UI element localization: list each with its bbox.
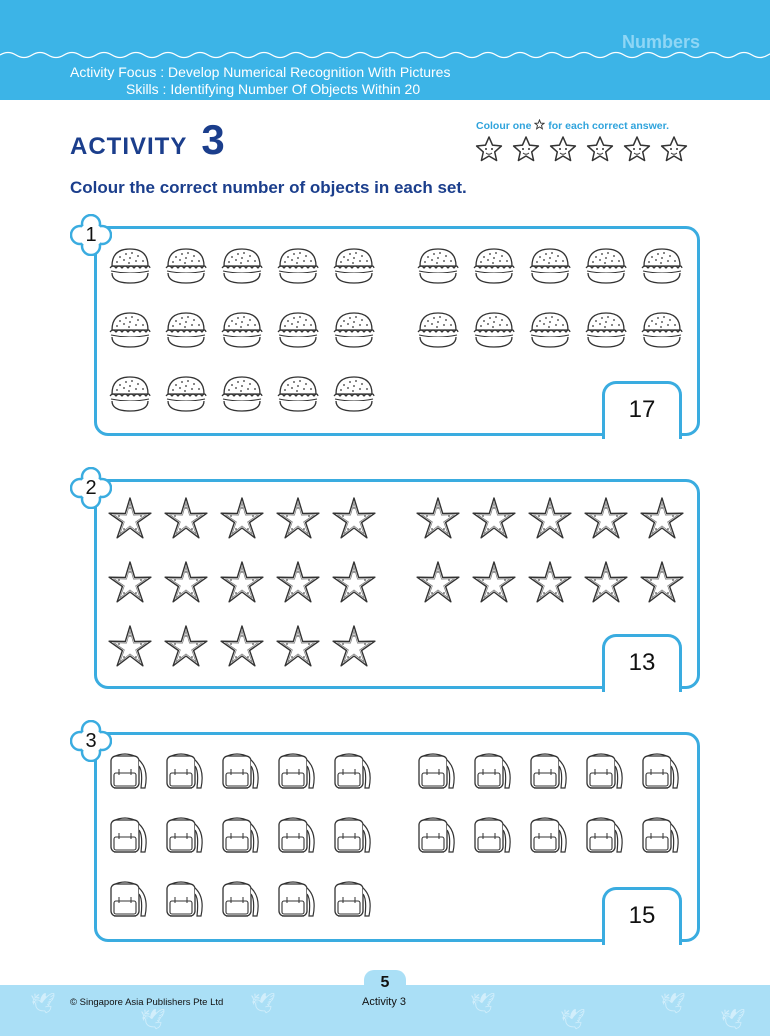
burger-icon[interactable] (581, 307, 631, 353)
starfish-icon[interactable] (469, 496, 519, 542)
burger-icon[interactable] (161, 243, 211, 289)
starfish-icon[interactable] (161, 496, 211, 542)
backpack-icon[interactable] (329, 877, 379, 923)
backpack-icon[interactable] (217, 813, 267, 859)
burger-icon[interactable] (469, 307, 519, 353)
activity-number: 3 (201, 116, 225, 163)
starfish-icon[interactable] (105, 496, 155, 542)
bird-icon: 🕊 (720, 1007, 746, 1031)
burger-icon[interactable] (273, 371, 323, 417)
starfish-icon[interactable] (413, 560, 463, 606)
rating-prefix: Colour one (476, 120, 532, 132)
starfish-icon[interactable] (329, 496, 379, 542)
activity-heading (70, 116, 225, 164)
activity-word: ACTIVITY (70, 133, 188, 160)
answer-box: 13 (602, 634, 682, 692)
starfish-icon[interactable] (217, 624, 267, 670)
starfish-icon[interactable] (161, 560, 211, 606)
backpack-icon[interactable] (161, 749, 211, 795)
burger-icon[interactable] (217, 243, 267, 289)
starfish-icon[interactable] (105, 624, 155, 670)
bird-icon: 🕊 (660, 991, 686, 1015)
set-number-badge (70, 467, 112, 509)
starfish-icon[interactable] (105, 560, 155, 606)
starfish-icon[interactable] (413, 496, 463, 542)
bird-icon: 🕊 (140, 1007, 166, 1031)
burger-icon[interactable] (581, 243, 631, 289)
burger-icon[interactable] (637, 307, 687, 353)
rating-star-icon[interactable] (585, 134, 615, 164)
starfish-icon[interactable] (329, 624, 379, 670)
page-number: 5 (364, 970, 406, 994)
backpack-icon[interactable] (105, 749, 155, 795)
backpack-icon[interactable] (105, 877, 155, 923)
backpack-icon[interactable] (105, 813, 155, 859)
burger-icon[interactable] (329, 307, 379, 353)
set-number: 3 (85, 730, 97, 752)
backpack-icon[interactable] (525, 749, 575, 795)
burger-icon[interactable] (273, 243, 323, 289)
footer-activity-label: Activity 3 (362, 996, 407, 1008)
set-number-badge (70, 214, 112, 256)
starfish-icon[interactable] (217, 560, 267, 606)
starfish-icon[interactable] (581, 496, 631, 542)
burger-icon[interactable] (161, 371, 211, 417)
burger-icon[interactable] (413, 307, 463, 353)
starfish-icon[interactable] (637, 560, 687, 606)
backpack-icon[interactable] (637, 813, 687, 859)
starfish-icon[interactable] (581, 560, 631, 606)
bird-icon: 🕊 (30, 991, 56, 1015)
starfish-icon[interactable] (273, 496, 323, 542)
burger-icon[interactable] (413, 243, 463, 289)
section-title: Numbers (621, 32, 700, 52)
burger-icon[interactable] (329, 371, 379, 417)
set-number: 2 (85, 477, 97, 499)
starfish-icon[interactable] (525, 560, 575, 606)
answer-box: 17 (602, 381, 682, 439)
starfish-icon[interactable] (329, 560, 379, 606)
burger-icon[interactable] (105, 307, 155, 353)
backpack-icon[interactable] (469, 813, 519, 859)
starfish-icon[interactable] (273, 560, 323, 606)
backpack-icon[interactable] (581, 813, 631, 859)
activity-focus (70, 64, 450, 98)
bird-icon: 🕊 (470, 991, 496, 1015)
burger-icon[interactable] (105, 243, 155, 289)
burger-icon[interactable] (525, 307, 575, 353)
set-number-badge (70, 720, 112, 762)
skills-line: Skills : Identifying Number Of Objects Within 20 (126, 81, 421, 97)
answer-box: 15 (602, 887, 682, 945)
rating-star-icon[interactable] (548, 134, 578, 164)
starfish-icon[interactable] (273, 624, 323, 670)
backpack-icon[interactable] (413, 749, 463, 795)
burger-icon[interactable] (161, 307, 211, 353)
rating-star-icon[interactable] (474, 134, 504, 164)
rating-stars (474, 134, 696, 169)
backpack-icon[interactable] (217, 877, 267, 923)
rating-instruction (476, 119, 669, 132)
burger-icon[interactable] (469, 243, 519, 289)
rating-star-icon[interactable] (622, 134, 652, 164)
backpack-icon[interactable] (329, 749, 379, 795)
rating-star-icon[interactable] (659, 134, 689, 164)
burger-icon[interactable] (105, 371, 155, 417)
burger-icon[interactable] (217, 371, 267, 417)
burger-icon[interactable] (273, 307, 323, 353)
starfish-icon[interactable] (469, 560, 519, 606)
set-number: 1 (85, 224, 97, 246)
starfish-icon[interactable] (217, 496, 267, 542)
burger-icon[interactable] (525, 243, 575, 289)
backpack-icon[interactable] (273, 749, 323, 795)
backpack-icon[interactable] (217, 749, 267, 795)
backpack-icon[interactable] (329, 813, 379, 859)
copyright-text: © Singapore Asia Publishers Pte Ltd (70, 997, 224, 1008)
starfish-icon[interactable] (161, 624, 211, 670)
bird-icon: 🕊 (250, 991, 276, 1015)
page-header (0, 0, 770, 100)
bird-icon: 🕊 (560, 1007, 586, 1031)
burger-icon[interactable] (217, 307, 267, 353)
rating-suffix: for each correct answer. (548, 120, 670, 132)
backpack-icon[interactable] (161, 877, 211, 923)
set-frame (94, 732, 700, 942)
instruction-text: Colour the correct number of objects in each set. (70, 178, 467, 197)
starfish-icon[interactable] (525, 496, 575, 542)
backpack-icon[interactable] (273, 813, 323, 859)
set-frame (94, 479, 700, 689)
focus-line: Activity Focus : Develop Numerical Recognition With Pictures (70, 64, 451, 80)
star-icon (534, 119, 545, 130)
set-frame (94, 226, 700, 436)
backpack-icon[interactable] (581, 749, 631, 795)
rating-star-icon[interactable] (511, 134, 541, 164)
backpack-icon[interactable] (273, 877, 323, 923)
backpack-icon[interactable] (413, 813, 463, 859)
backpack-icon[interactable] (637, 749, 687, 795)
backpack-icon[interactable] (161, 813, 211, 859)
burger-icon[interactable] (329, 243, 379, 289)
burger-icon[interactable] (637, 243, 687, 289)
backpack-icon[interactable] (525, 813, 575, 859)
starfish-icon[interactable] (637, 496, 687, 542)
backpack-icon[interactable] (469, 749, 519, 795)
